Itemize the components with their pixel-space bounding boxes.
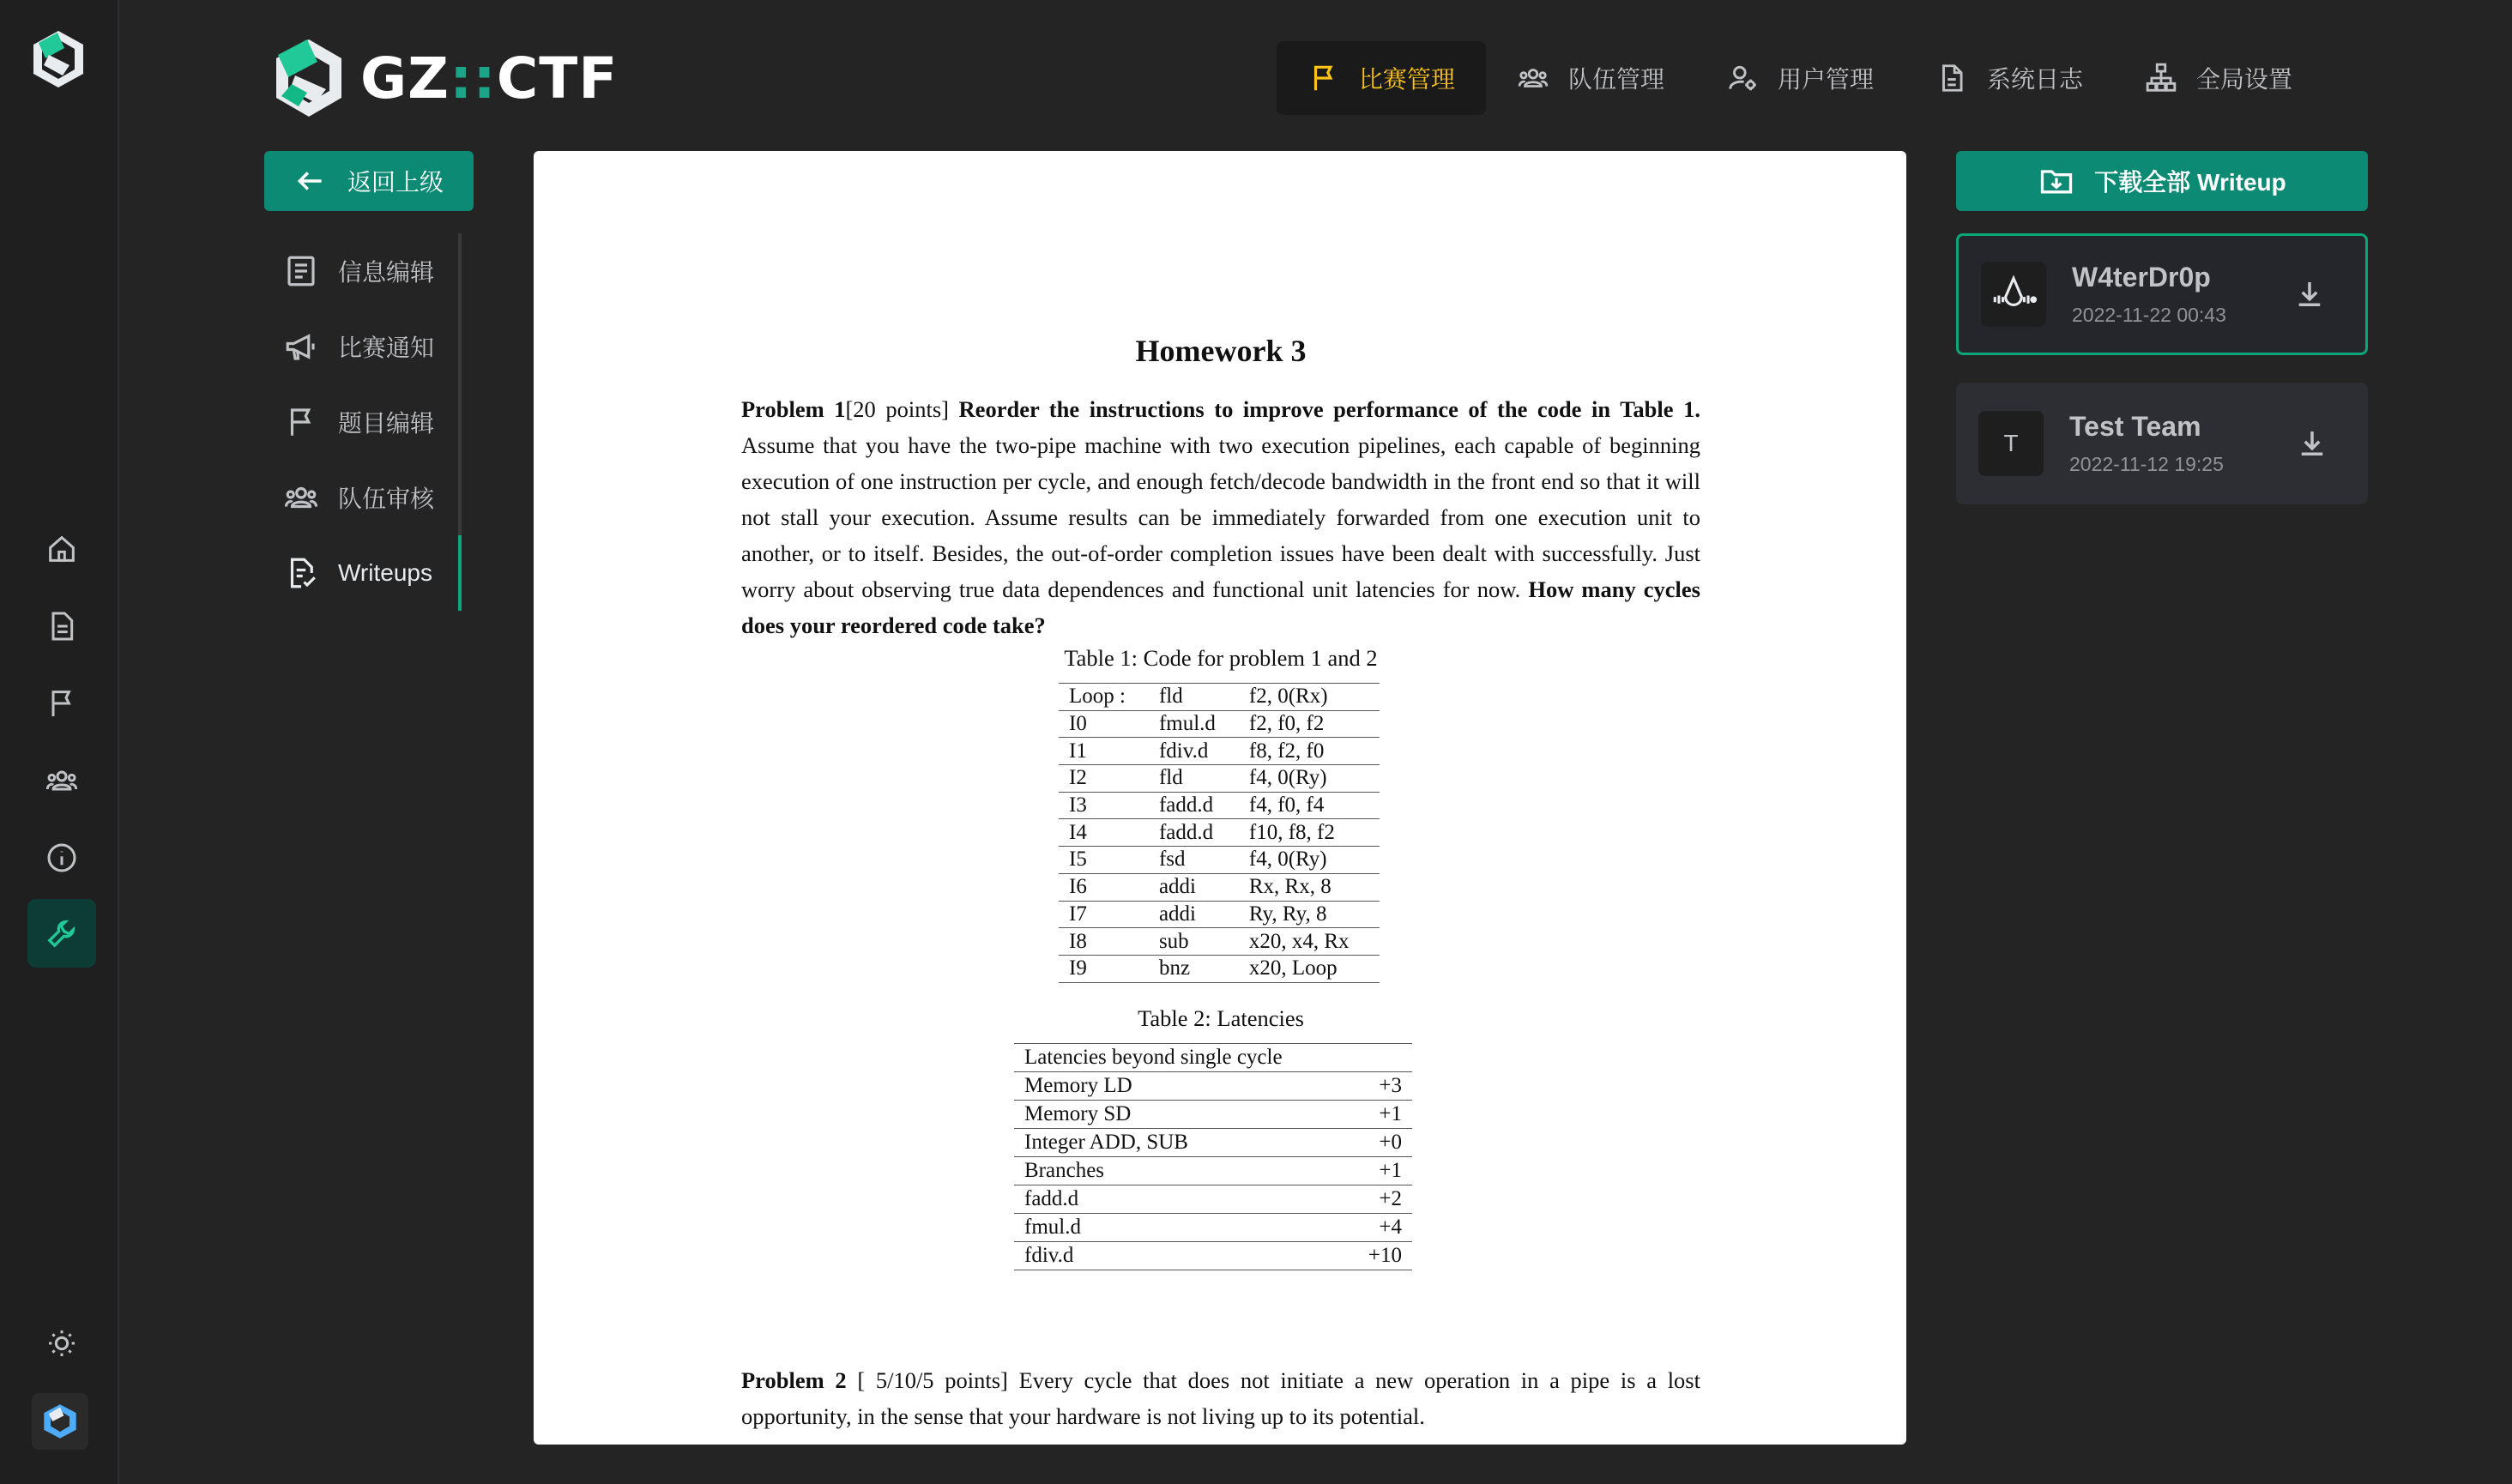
table-cell: I1 (1059, 738, 1149, 765)
users-icon (1517, 62, 1549, 94)
table-cell: +2 (1322, 1185, 1412, 1214)
table-cell: sub (1149, 928, 1239, 956)
table-cell: f4, 0(Ry) (1239, 847, 1380, 874)
rail-games-button[interactable] (27, 669, 96, 738)
team-avatar (1981, 262, 2046, 327)
table-cell: Memory SD (1014, 1101, 1322, 1129)
table-cell: fadd.d (1149, 819, 1239, 847)
left-rail (0, 0, 119, 1484)
table-row (1014, 1242, 1412, 1270)
side-item-challenges[interactable]: 题目编辑 (264, 384, 463, 460)
side-menu (264, 233, 463, 611)
user-cog-icon (1726, 62, 1759, 94)
table-cell: f4, 0(Ry) (1239, 765, 1380, 793)
table-cell: I8 (1059, 928, 1149, 956)
table-row (1014, 1157, 1412, 1185)
users-icon (45, 763, 79, 798)
nav-games[interactable]: 比赛管理 (1277, 41, 1486, 115)
table-cell: +0 (1322, 1129, 1412, 1157)
table-cell: +1 (1322, 1101, 1412, 1129)
rail-home-button[interactable] (27, 515, 96, 583)
table-cell: fld (1149, 765, 1239, 793)
upload-time: 2022-11-12 19:25 (2069, 453, 2224, 475)
table-row (1059, 901, 1380, 928)
team-name: Test Team (2069, 411, 2201, 442)
file-icon (1935, 62, 1968, 94)
problem-1: Problem 1[20 points] Reorder the instructions to improve performance of the code in Table 1. Assume that you have the two-pipe machine with two execution pipelines, each capable of beginning execution of one instruction per cycle, and enough fetch/decode bandwidth in the front end so that it will not stall your execution. Assume results can be immediately forwarded from one execution unit to another, or to itself. Besides, the out-of-order completion issues have been dealt with successfully. Just worry about observing true data dependences and functional unit latencies for now. How many cycles does your reordered code take? (741, 396, 1700, 638)
table-cell: fmul.d (1149, 710, 1239, 738)
users-icon (283, 480, 319, 516)
rail-posts-button[interactable] (27, 592, 96, 661)
table-cell: f10, f8, f2 (1239, 819, 1380, 847)
app-logo-icon[interactable] (32, 29, 85, 89)
table-cell: fsd (1149, 847, 1239, 874)
doc-title: Homework 3 (1135, 334, 1307, 368)
table-cell: fld (1149, 684, 1239, 711)
back-button[interactable]: 返回上级 (264, 151, 474, 211)
table-cell: +3 (1322, 1072, 1412, 1101)
flag-icon (1307, 62, 1340, 94)
table-cell: I0 (1059, 710, 1149, 738)
table-row (1014, 1185, 1412, 1214)
brand-name: GZ::CTF (360, 45, 619, 112)
nav-users[interactable]: 用户管理 (1695, 41, 1905, 115)
code-table (1059, 683, 1380, 983)
table-row (1059, 847, 1380, 874)
writeup-card[interactable] (1956, 233, 2368, 355)
brand[interactable] (273, 38, 618, 118)
table-cell: fadd.d (1014, 1185, 1322, 1214)
table-row (1059, 873, 1380, 901)
home-icon (45, 532, 79, 566)
table-cell: fadd.d (1149, 792, 1239, 819)
table-row (1014, 1101, 1412, 1129)
table-row (1059, 710, 1380, 738)
list-icon (283, 253, 319, 289)
info-icon (45, 841, 79, 875)
nav-logs[interactable]: 系统日志 (1905, 41, 2114, 115)
table-cell: +10 (1322, 1242, 1412, 1270)
side-item-notices[interactable]: 比赛通知 (264, 309, 463, 384)
table-row (1059, 792, 1380, 819)
flag-icon (283, 404, 319, 440)
team-name: W4terDr0p (2072, 262, 2211, 293)
download-all-writeups-button[interactable]: 下载全部 Writeup (1956, 151, 2368, 211)
user-logo-icon (41, 1403, 79, 1440)
rail-about-button[interactable] (27, 823, 96, 892)
wrench-icon (45, 916, 79, 950)
table-cell: I5 (1059, 847, 1149, 874)
table-row (1014, 1072, 1412, 1101)
team-avatar: T (1978, 411, 2044, 476)
sun-icon (45, 1326, 79, 1360)
table-row (1014, 1129, 1412, 1157)
side-item-team-review[interactable]: 队伍审核 (264, 460, 463, 535)
table-cell: I2 (1059, 765, 1149, 793)
side-item-writeups[interactable]: Writeups (264, 535, 463, 611)
table-row (1059, 684, 1380, 711)
table-cell: +1 (1322, 1157, 1412, 1185)
table-cell: I4 (1059, 819, 1149, 847)
download-icon[interactable] (2292, 276, 2328, 312)
side-item-info-edit[interactable]: 信息编辑 (264, 233, 463, 309)
table-cell: Branches (1014, 1157, 1322, 1185)
table-cell: fmul.d (1014, 1214, 1322, 1242)
table-row (1059, 738, 1380, 765)
latency-table (1014, 1043, 1412, 1270)
table-cell: I3 (1059, 792, 1149, 819)
table-cell: fdiv.d (1149, 738, 1239, 765)
table-row (1059, 765, 1380, 793)
table-cell: Loop : (1059, 684, 1149, 711)
table-cell: x20, Loop (1239, 955, 1380, 982)
flag-icon (45, 686, 79, 721)
brand-logo-icon (273, 38, 345, 118)
waterdrop-logo-icon (1987, 268, 2040, 321)
problem-2: Problem 2 [ 5/10/5 points] Every cycle that does not initiate a new operation in a pipe is a lost opportunity, in the sense that your hardware is not living up to its potential. (741, 1367, 1700, 1429)
arrow-left-icon (294, 165, 327, 197)
upload-time: 2022-11-22 00:43 (2072, 304, 2226, 326)
user-avatar[interactable] (32, 1393, 88, 1450)
table-cell: bnz (1149, 955, 1239, 982)
writeup-pdf-viewer[interactable] (534, 151, 1906, 1445)
table-row (1059, 955, 1380, 982)
rail-admin-button[interactable] (27, 899, 96, 968)
table-cell: I9 (1059, 955, 1149, 982)
nav-teams[interactable]: 队伍管理 (1486, 41, 1695, 115)
table-row (1059, 928, 1380, 956)
table-row (1014, 1214, 1412, 1242)
table-cell: Memory LD (1014, 1072, 1322, 1101)
file-check-icon (283, 555, 319, 591)
table2-caption: Table 2: Latencies (1138, 1005, 1304, 1031)
rail-teams-button[interactable] (27, 746, 96, 815)
table-row (1059, 819, 1380, 847)
table-cell: Ry, Ry, 8 (1239, 901, 1380, 928)
latency-header: Latencies beyond single cycle (1014, 1044, 1412, 1072)
table-cell: f8, f2, f0 (1239, 738, 1380, 765)
top-nav (1277, 41, 2323, 115)
folder-download-icon (2038, 162, 2075, 200)
table-cell: addi (1149, 901, 1239, 928)
download-icon[interactable] (2294, 425, 2330, 461)
megaphone-icon (283, 329, 319, 365)
table-cell: Rx, Rx, 8 (1239, 873, 1380, 901)
table-cell: f2, 0(Rx) (1239, 684, 1380, 711)
table1-caption: Table 1: Code for problem 1 and 2 (1064, 645, 1378, 671)
table-cell: I6 (1059, 873, 1149, 901)
table-cell: f4, f0, f4 (1239, 792, 1380, 819)
writeup-card[interactable] (1956, 383, 2368, 504)
table-cell: addi (1149, 873, 1239, 901)
table-cell: fdiv.d (1014, 1242, 1322, 1270)
sitemap-icon (2145, 62, 2177, 94)
rail-theme-button[interactable] (27, 1309, 96, 1378)
table-cell: +4 (1322, 1214, 1412, 1242)
table-cell: Integer ADD, SUB (1014, 1129, 1322, 1157)
table-cell: I7 (1059, 901, 1149, 928)
file-text-icon (45, 609, 79, 643)
nav-settings[interactable]: 全局设置 (2114, 41, 2323, 115)
table-cell: x20, x4, Rx (1239, 928, 1380, 956)
table-cell: f2, f0, f2 (1239, 710, 1380, 738)
table-row (1014, 1044, 1412, 1072)
